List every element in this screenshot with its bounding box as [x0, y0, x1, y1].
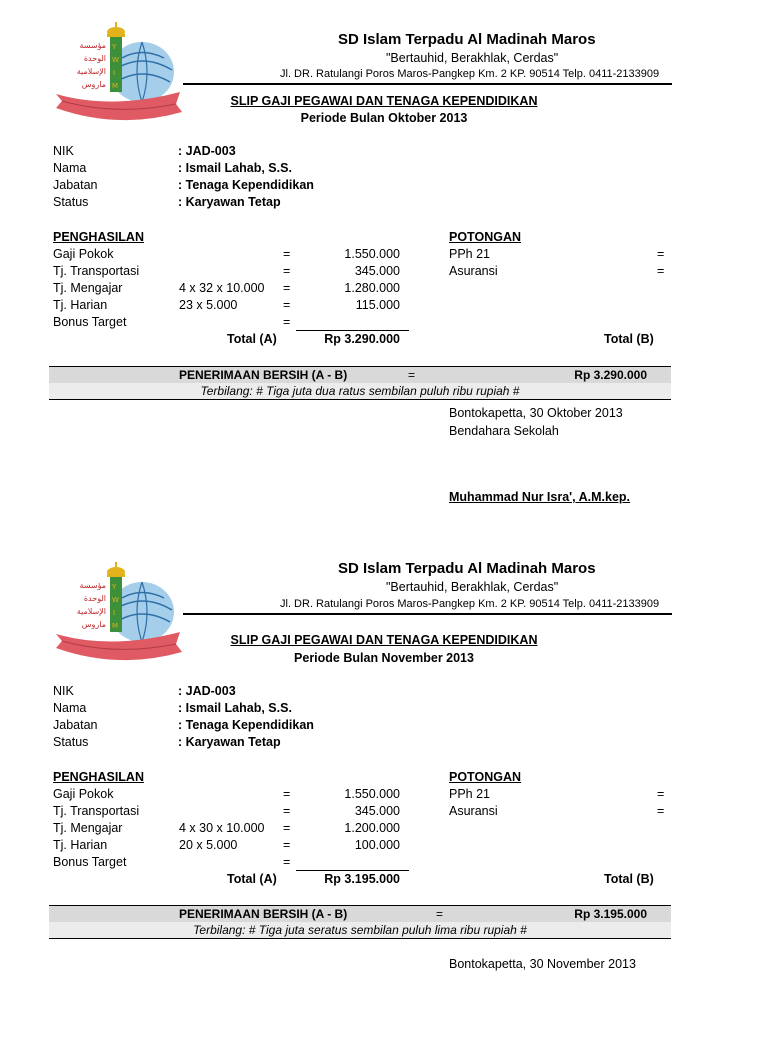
- slip-title: SLIP GAJI PEGAWAI DAN TENAGA KEPENDIDIKAN: [230, 633, 538, 647]
- name-value: : Ismail Lahab, S.S.: [178, 701, 292, 715]
- income-label: Tj. Transportasi: [53, 264, 140, 278]
- income-label: Tj. Transportasi: [53, 804, 140, 818]
- svg-text:Y: Y: [112, 43, 117, 51]
- deduction-label: Asuransi: [449, 264, 498, 278]
- status-label: Status: [53, 735, 89, 749]
- nik-value: : JAD-003: [178, 684, 236, 698]
- amount-in-words: Terbilang: # Tiga juta dua ratus sembilan puluh ribu rupiah #: [200, 384, 520, 398]
- income-label: Tj. Mengajar: [53, 821, 123, 835]
- svg-text:I: I: [113, 609, 116, 617]
- svg-text:الوحدة: الوحدة: [83, 594, 106, 603]
- school-address: Jl. DR. Ratulangi Poros Maros-Pangkep Km. 2 KP. 90514 Telp. 0411-2133909: [280, 68, 660, 80]
- income-amount: 1.280.000: [344, 281, 400, 295]
- salary-slip-october: [0, 0, 768, 520]
- svg-text:ماروس: ماروس: [81, 80, 106, 89]
- deduction-label: Asuransi: [449, 804, 498, 818]
- status-value: : Karyawan Tetap: [178, 195, 281, 209]
- deduction-label: PPh 21: [449, 787, 491, 801]
- net-pay-label: PENERIMAAN BERSIH (A - B): [179, 907, 348, 921]
- equals-sign: =: [657, 787, 665, 801]
- slip-period: Periode Bulan November 2013: [294, 651, 474, 665]
- position-label: Jabatan: [53, 718, 98, 732]
- net-pay-amount: Rp 3.195.000: [574, 907, 647, 921]
- equals-sign: =: [283, 787, 291, 801]
- position-label: Jabatan: [53, 178, 98, 192]
- nik-label: NIK: [53, 144, 74, 158]
- nik-label: NIK: [53, 684, 74, 698]
- equals-sign: =: [408, 368, 416, 382]
- equals-sign: =: [283, 315, 291, 329]
- slip-period: Periode Bulan Oktober 2013: [300, 111, 468, 125]
- equals-sign: =: [283, 264, 291, 278]
- equals-sign: =: [283, 821, 291, 835]
- svg-text:W: W: [112, 596, 119, 604]
- amount-in-words-bar: [49, 383, 671, 400]
- amount-in-words-bar: [49, 922, 671, 939]
- amount-in-words: Terbilang: # Tiga juta seratus sembilan puluh lima ribu rupiah #: [193, 923, 527, 937]
- income-calc: 23 x 5.000: [179, 298, 238, 312]
- name-label: Nama: [53, 161, 87, 175]
- income-calc: 4 x 30 x 10.000: [179, 821, 265, 835]
- total-a-amount: Rp 3.195.000: [324, 872, 400, 886]
- total-a-label: Total (A): [227, 872, 277, 886]
- deduction-header: POTONGAN: [449, 770, 521, 784]
- svg-text:مؤسسة: مؤسسة: [79, 581, 106, 590]
- deduction-label: PPh 21: [449, 247, 491, 261]
- total-a-amount: Rp 3.290.000: [324, 332, 400, 346]
- school-name: SD Islam Terpadu Al Madinah Maros: [338, 31, 596, 48]
- income-amount: 100.000: [354, 838, 400, 852]
- svg-text:M: M: [112, 622, 119, 630]
- header-rule: [183, 83, 672, 85]
- total-a-label: Total (A): [227, 332, 277, 346]
- svg-text:I: I: [113, 69, 116, 77]
- income-label: Gaji Pokok: [53, 787, 114, 801]
- svg-text:ماروس: ماروس: [81, 620, 106, 629]
- sum-line: [296, 870, 409, 871]
- name-label: Nama: [53, 701, 87, 715]
- position-value: : Tenaga Kependidikan: [178, 718, 314, 732]
- place-date: Bontokapetta, 30 November 2013: [449, 957, 636, 971]
- income-amount: 1.550.000: [344, 247, 400, 261]
- income-label: Bonus Target: [53, 855, 127, 869]
- equals-sign: =: [657, 247, 665, 261]
- signer-name: Muhammad Nur Isra', A.M.kep.: [449, 490, 631, 504]
- deduction-header: POTONGAN: [449, 230, 521, 244]
- income-amount: 115.000: [355, 298, 400, 312]
- net-pay-bar: [49, 366, 671, 384]
- income-label: Tj. Harian: [53, 298, 108, 312]
- signer-role: Bendahara Sekolah: [449, 424, 559, 438]
- income-label: Gaji Pokok: [53, 247, 114, 261]
- total-b-label: Total (B): [604, 332, 654, 346]
- svg-text:الوحدة: الوحدة: [83, 54, 106, 63]
- net-pay-bar: [49, 905, 671, 923]
- svg-text:الإسلامية: الإسلامية: [76, 607, 106, 616]
- name-value: : Ismail Lahab, S.S.: [178, 161, 292, 175]
- svg-text:W: W: [112, 56, 119, 64]
- equals-sign: =: [283, 281, 291, 295]
- equals-sign: =: [436, 907, 444, 921]
- sum-line: [296, 330, 409, 331]
- nik-value: : JAD-003: [178, 144, 236, 158]
- income-label: Bonus Target: [53, 315, 127, 329]
- header-rule: [183, 613, 672, 615]
- equals-sign: =: [283, 804, 291, 818]
- school-motto: "Bertauhid, Berakhlak, Cerdas": [386, 580, 559, 594]
- place-date: Bontokapetta, 30 Oktober 2013: [449, 406, 623, 420]
- income-amount: 1.550.000: [344, 787, 400, 801]
- equals-sign: =: [657, 264, 665, 278]
- school-address: Jl. DR. Ratulangi Poros Maros-Pangkep Km. 2 KP. 90514 Telp. 0411-2133909: [280, 598, 660, 610]
- income-header: PENGHASILAN: [53, 770, 144, 784]
- svg-text:الإسلامية: الإسلامية: [76, 67, 106, 76]
- net-pay-label: PENERIMAAN BERSIH (A - B): [179, 368, 348, 382]
- school-logo: [52, 562, 184, 662]
- svg-text:M: M: [112, 82, 119, 90]
- equals-sign: =: [283, 855, 291, 869]
- equals-sign: =: [283, 838, 291, 852]
- income-header: PENGHASILAN: [53, 230, 144, 244]
- income-amount: 345.000: [354, 264, 400, 278]
- salary-slip-november: [0, 540, 768, 1060]
- equals-sign: =: [283, 298, 291, 312]
- school-motto: "Bertauhid, Berakhlak, Cerdas": [386, 51, 559, 65]
- income-amount: 1.200.000: [344, 821, 400, 835]
- school-name: SD Islam Terpadu Al Madinah Maros: [338, 560, 596, 577]
- equals-sign: =: [283, 247, 291, 261]
- status-label: Status: [53, 195, 89, 209]
- income-calc: 20 x 5.000: [179, 838, 238, 852]
- equals-sign: =: [657, 804, 665, 818]
- income-amount: 345.000: [354, 804, 400, 818]
- total-b-label: Total (B): [604, 872, 654, 886]
- svg-text:Y: Y: [112, 583, 117, 591]
- svg-text:مؤسسة: مؤسسة: [79, 41, 106, 50]
- slip-title: SLIP GAJI PEGAWAI DAN TENAGA KEPENDIDIKAN: [230, 94, 538, 108]
- income-label: Tj. Harian: [53, 838, 108, 852]
- status-value: : Karyawan Tetap: [178, 735, 281, 749]
- income-calc: 4 x 32 x 10.000: [179, 281, 265, 295]
- net-pay-amount: Rp 3.290.000: [574, 368, 647, 382]
- income-label: Tj. Mengajar: [53, 281, 123, 295]
- position-value: : Tenaga Kependidikan: [178, 178, 314, 192]
